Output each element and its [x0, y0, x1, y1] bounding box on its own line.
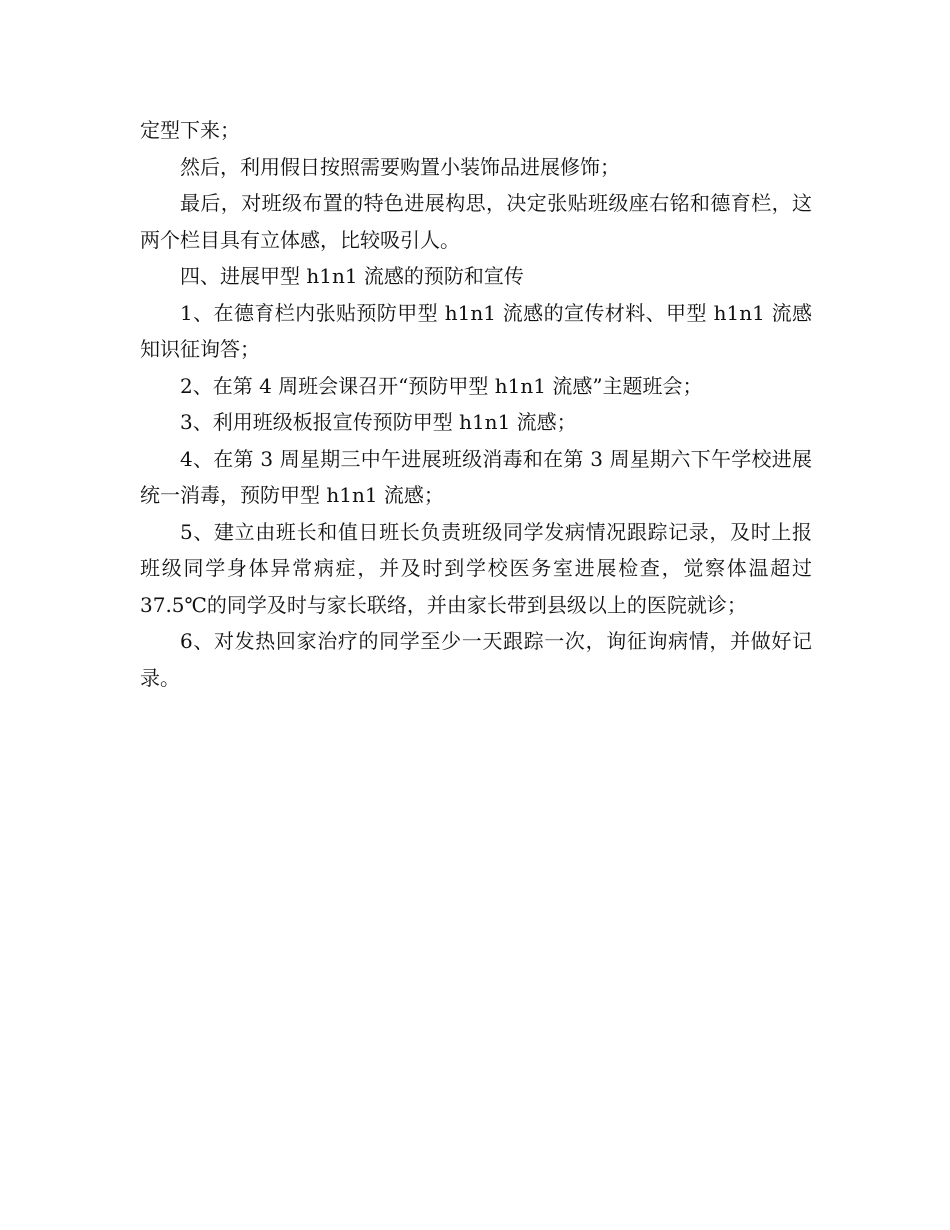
list-item-1: 1、在德育栏内张贴预防甲型 h1n1 流感的宣传材料、甲型 h1n1 流感知识征询答； — [140, 300, 812, 361]
list-item-5: 5、建立由班长和值日班长负责班级同学发病情况跟踪记录，及时上报班级同学身体异常病症，并及时到学校医务室进展检查，觉察体温超过 37.5℃的同学及时与家长联络，并由家长带到县级以上的医院就诊； — [140, 519, 812, 617]
list-item-6: 6、对发热回家治疗的同学至少一天跟踪一次，询征询病情，并做好记录。 — [140, 629, 812, 690]
list-item-2: 2、在第 4 周班会课召开“预防甲型 h1n1 流感”主题班会； — [180, 373, 703, 398]
section-heading-four: 四、进展甲型 h1n1 流感的预防和宣传 — [180, 264, 524, 288]
list-item-4: 4、在第 3 周星期三中午进展班级消毒和在第 3 周星期六下午学校进展统一消毒，预防甲型 h1n1 流感； — [140, 446, 812, 507]
document-body — [140, 112, 812, 696]
paragraph-continuation: 定型下来； — [140, 118, 240, 142]
list-item-3: 3、利用班级板报宣传预防甲型 h1n1 流感； — [180, 410, 577, 434]
paragraph-then: 然后，利用假日按照需要购置小装饰品进展修饰； — [180, 154, 620, 179]
paragraph-finally: 最后，对班级布置的特色进展构思，决定张贴班级座右铭和德育栏，这两个栏目具有立体感，比较吸引人。 — [140, 191, 812, 252]
